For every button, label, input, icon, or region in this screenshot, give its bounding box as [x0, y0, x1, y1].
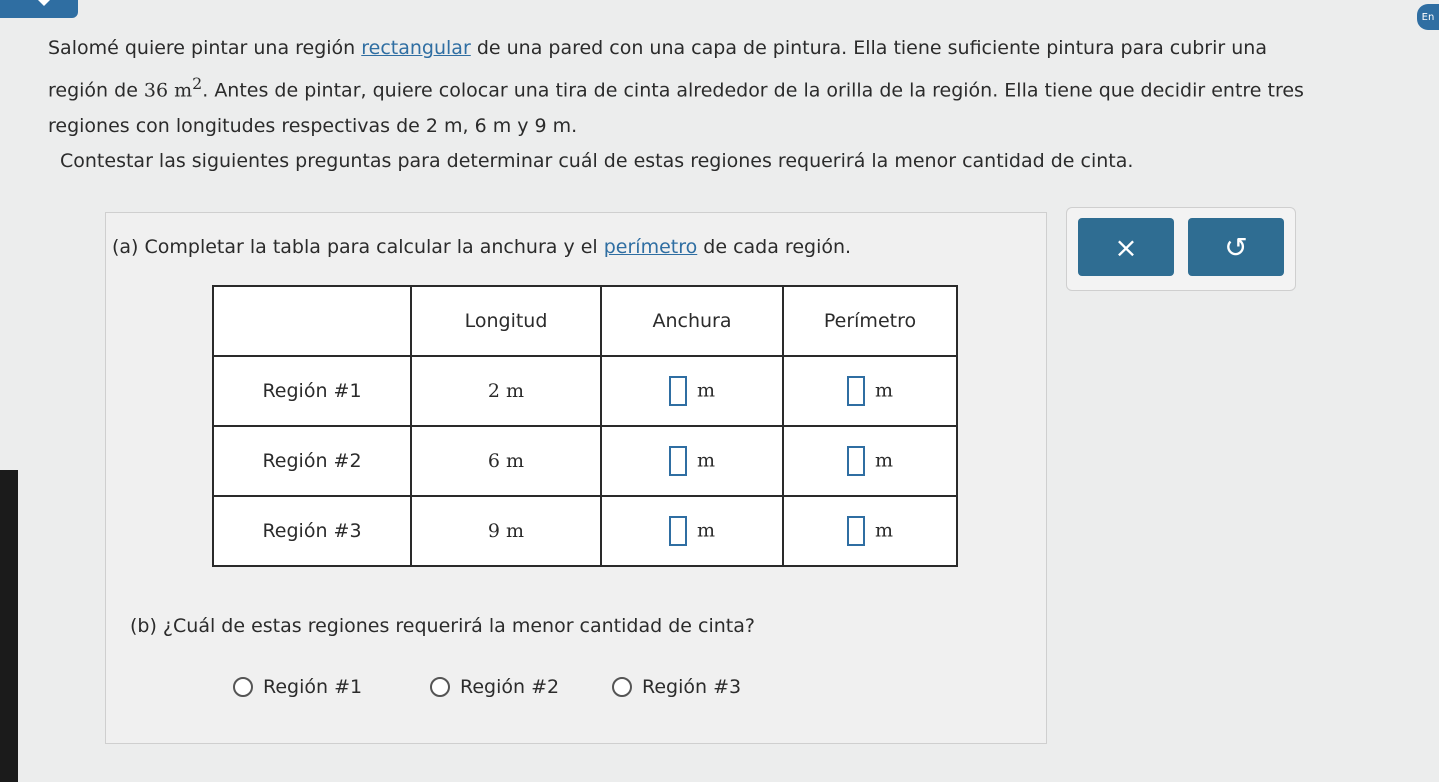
undo-button[interactable]	[1188, 218, 1284, 276]
top-tab[interactable]	[0, 0, 78, 18]
longitud-value: 6 m	[411, 426, 601, 496]
option-label: Región #3	[642, 676, 742, 698]
part-a-prompt	[112, 236, 851, 258]
language-button[interactable]: En	[1417, 4, 1439, 30]
instruction: Contestar las siguientes preguntas para determinar cuál de estas regiones requerirá la menor cantidad de cinta.	[60, 150, 1134, 172]
area-exponent: 2	[192, 74, 203, 93]
radio-icon[interactable]	[430, 677, 450, 697]
part-a-text: de cada región.	[697, 236, 852, 258]
table-header-longitud: Longitud	[411, 286, 601, 356]
table-header-empty	[213, 286, 411, 356]
unit-label: m	[874, 449, 894, 472]
unit-label: m	[874, 519, 894, 542]
problem-statement	[48, 30, 1388, 144]
region-table	[212, 285, 958, 567]
screen-edge	[0, 470, 18, 782]
problem-line-3: regiones con longitudes respectivas de 2 m, 6 m y 9 m.	[48, 115, 578, 138]
longitud-value: 2 m	[411, 356, 601, 426]
table-header-perimetro: Perímetro	[783, 286, 957, 356]
region-label: Región #3	[213, 496, 411, 566]
perimetro-input[interactable]	[847, 376, 865, 406]
perimetro-input[interactable]	[847, 516, 865, 546]
option-label: Región #1	[263, 676, 363, 698]
radio-icon[interactable]	[612, 677, 632, 697]
problem-text: . Antes de pintar, quiere colocar una tira de cinta alrededor de la orilla de la región. Ella tiene que decidir entre tres	[202, 79, 1304, 102]
perimetro-input[interactable]	[847, 446, 865, 476]
table-header-row	[213, 286, 957, 356]
problem-text: región de	[48, 79, 144, 102]
problem-line-1	[48, 30, 1388, 66]
unit-label: m	[874, 379, 894, 402]
anchura-input[interactable]	[669, 446, 687, 476]
table-row	[213, 356, 957, 426]
region-label: Región #2	[213, 426, 411, 496]
part-a-text: (a) Completar la tabla para calcular la anchura y el	[112, 236, 604, 258]
table-row	[213, 426, 957, 496]
anchura-input[interactable]	[669, 516, 687, 546]
option-region-2[interactable]	[430, 676, 559, 698]
table-row	[213, 496, 957, 566]
undo-icon: ↺	[1224, 230, 1248, 264]
close-button[interactable]	[1078, 218, 1174, 276]
area-value: 36 m	[143, 79, 193, 102]
table-header-anchura: Anchura	[601, 286, 783, 356]
radio-icon[interactable]	[233, 677, 253, 697]
problem-text: de una pared con una capa de pintura. Ella tiene suficiente pintura para cubrir una	[470, 37, 1267, 59]
close-icon: ×	[1114, 230, 1138, 264]
option-region-1[interactable]	[233, 676, 362, 698]
perimetro-link[interactable]: perímetro	[603, 236, 698, 258]
region-label: Región #1	[213, 356, 411, 426]
unit-label: m	[696, 379, 716, 402]
anchura-input[interactable]	[669, 376, 687, 406]
option-label: Región #2	[460, 676, 560, 698]
rectangular-link[interactable]: rectangular	[361, 37, 471, 59]
unit-label: m	[696, 519, 716, 542]
longitud-value: 9 m	[411, 496, 601, 566]
problem-line-2	[48, 66, 1388, 108]
action-panel	[1066, 207, 1296, 291]
option-region-3[interactable]	[612, 676, 741, 698]
problem-text: Salomé quiere pintar una región	[48, 37, 362, 59]
unit-label: m	[696, 449, 716, 472]
part-b-question: (b) ¿Cuál de estas regiones requerirá la menor cantidad de cinta?	[130, 615, 755, 637]
